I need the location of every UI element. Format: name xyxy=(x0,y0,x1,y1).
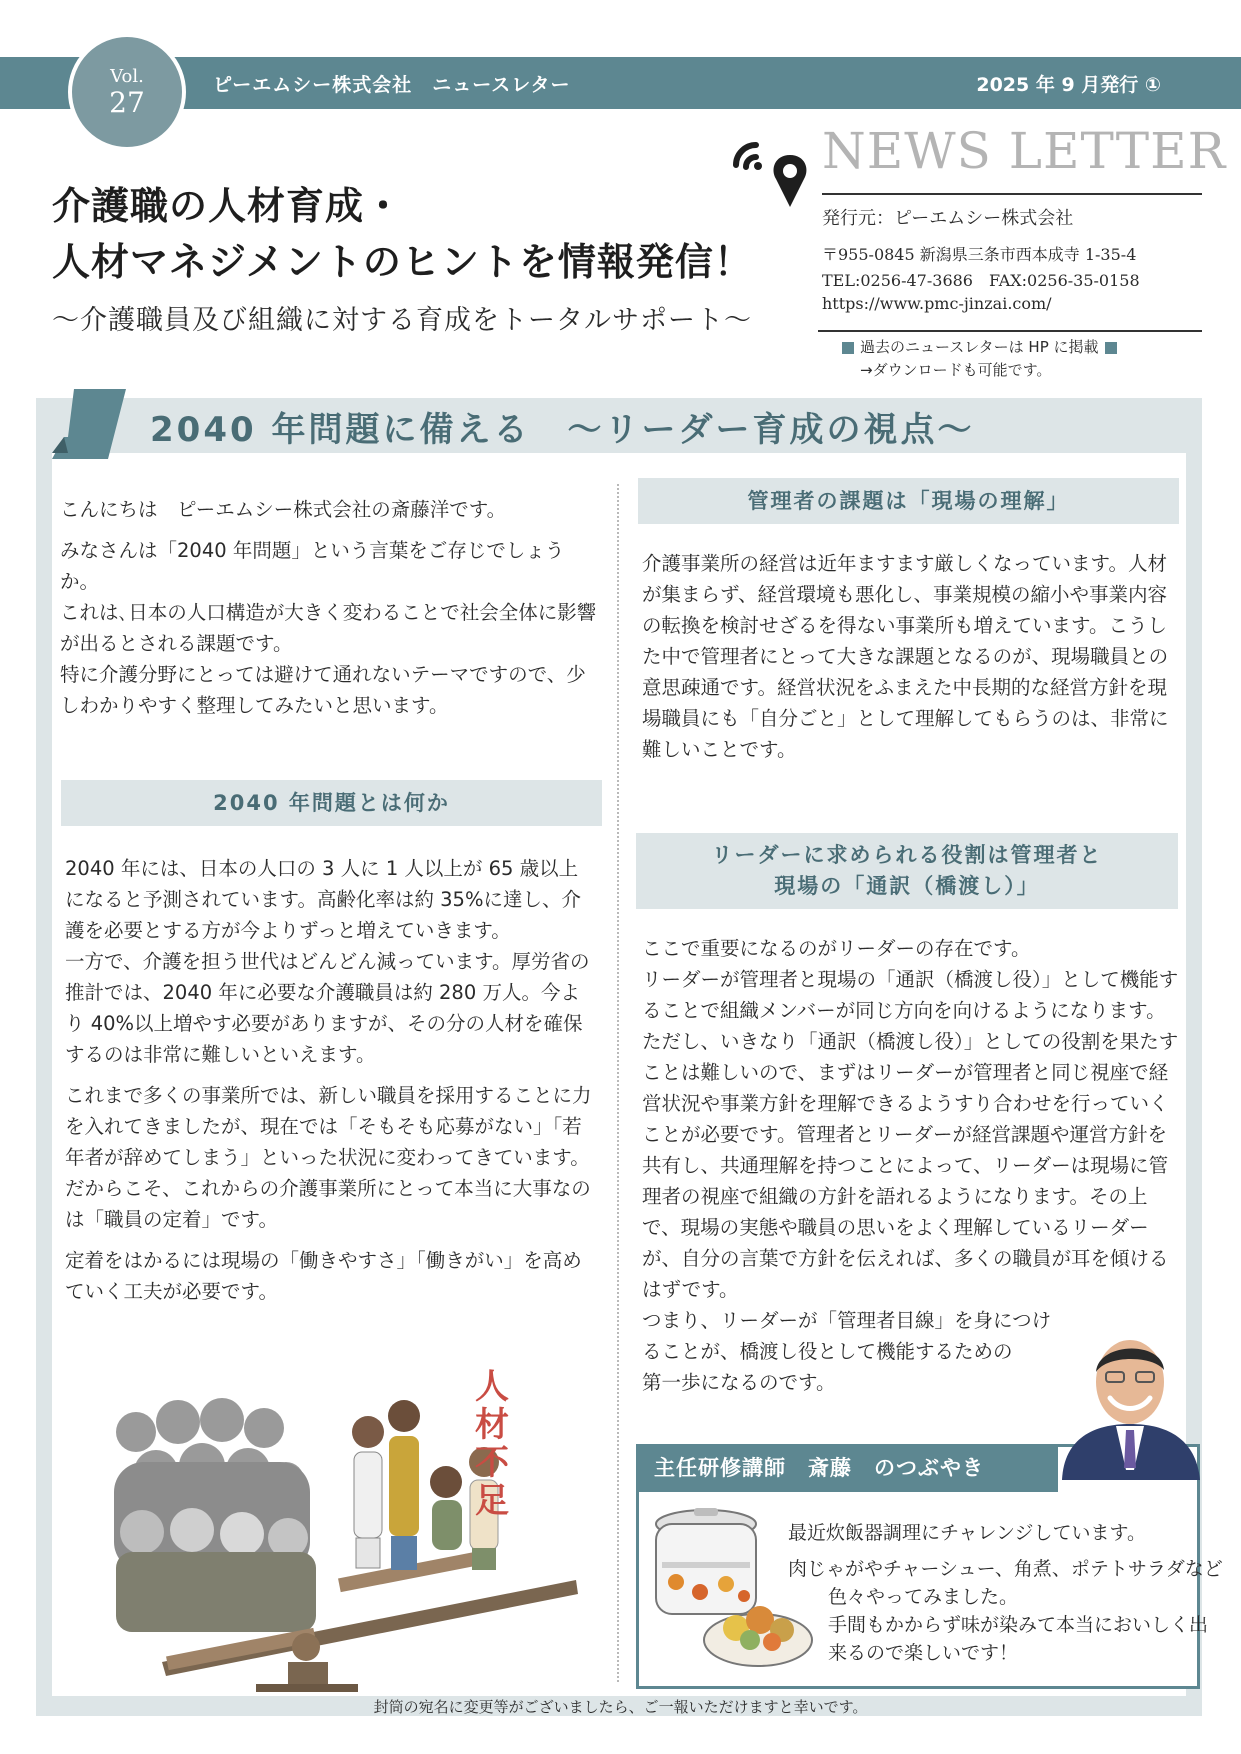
headline-line-1: 介護職の人材育成・ xyxy=(52,184,404,228)
body-paragraph: 定着をはかるには現場の「働きやすさ」「働きがい」を高めていく工夫が必要です。 xyxy=(65,1249,582,1303)
instructor-photo xyxy=(1054,1320,1206,1480)
volume-number: 27 xyxy=(109,86,145,119)
subheading-line-1: リーダーに求められる役割は管理者と xyxy=(711,843,1103,867)
footer-note: 封筒の宛名に変更等がございましたら、ご一報いただけますと幸いです。 xyxy=(373,1698,868,1716)
location-signal-icon xyxy=(728,133,814,217)
volume-label: Vol. xyxy=(110,66,144,87)
shortage-label: 人材不足 xyxy=(475,1367,509,1521)
intro-paragraph: みなさんは「2040 年問題」という言葉をご存じでしょうか。 これは､日本の人口構造が大きく変わることで社会全体に影響が出るとされる課題です。 特に介護分野にとっては避けて通れないテーマですので、少しわかりやすく整理してみたいと思います。 xyxy=(60,539,597,717)
instructor-comment-line-2: 肉じゃがやチャーシュー、角煮、ポテトサラダなど色々やってみました。 手間もかからず味が染みて本当においしく出来るので楽しいです！ xyxy=(788,1558,1223,1664)
instructor-column-title: 主任研修講師 斎藤 のつぶやき xyxy=(654,1456,984,1480)
header-title: ピーエムシー株式会社 ニュースレター xyxy=(213,74,571,96)
square-bullet-icon xyxy=(842,342,854,354)
past-issues-note xyxy=(836,336,1123,382)
flag-accent-icon xyxy=(52,389,126,459)
intro-text xyxy=(60,494,600,731)
publisher-url[interactable]: https://www.pmc-jinzai.com/ xyxy=(822,294,1052,313)
body-paragraph: 2040 年には、日本の人口の 3 人に 1 人以上が 65 歳以上になると予測されています。高齢化率は約 35%に達し、介護を必要とする方が今よりずっと増えていきます。 一方で、介護を担う世代はどんどん減っています。厚労省の推計では、2040 年に必要な介護職員は約 280 万人。今より 40%以上増やす必要がありますが、その分の人材を確保するのは非常に難しいといえます。 xyxy=(65,857,590,1066)
section-title: 2040 年問題に備える ～リーダー育成の視点～ xyxy=(150,410,975,450)
divider xyxy=(818,330,1202,332)
right-body-text-2: ここで重要になるのがリーダーの存在です。 リーダーが管理者と現場の「通訳（橋渡し役）」として機能することで組織メンバーが同じ方向を向けるようになります。ただし、いきなり「通訳（橋渡し役）」としての役割を果たすことは難しいので、まずはリーダーが管理者と同じ視座で経営状況や事業方針を理解できるようすり合わせを行っていくことが必要です。管理者とリーダーが経営課題や運営方針を共有し、共通理解を持つことによって、リーダーは現場に管理者の視座で組織の方針を語れるようになります。その上で、現場の実態や職員の思いをよく理解しているリーダーが、自分の言葉で方針を伝えれば、多くの職員が耳を傾けるはずです。 つまり、リーダーが「管理者目線」を身につけ ることが、橋渡し役として機能するための 第一歩になるのです。 xyxy=(642,937,1179,1394)
publisher-name: 発行元：ピーエムシー株式会社 xyxy=(822,208,1074,229)
publisher-address: 〒955-0845 新潟県三条市西本成寺 1-35-4 xyxy=(822,245,1137,264)
subheading-line-2: 現場の「通訳（橋渡し）」 xyxy=(774,874,1040,898)
elderly-crowd xyxy=(114,1398,316,1632)
left-body-text xyxy=(65,853,597,1317)
issue-date: 2025 年 9 月発行 ① xyxy=(976,74,1161,96)
divider xyxy=(822,193,1202,195)
newsletter-title: NEWS LETTER xyxy=(822,122,1227,180)
intro-greeting: こんにちは ピーエムシー株式会社の斎藤洋です。 xyxy=(60,498,507,521)
subheading-manager-issue: 管理者の課題は「現場の理解」 xyxy=(638,478,1179,524)
body-paragraph: これまで多くの事業所では、新しい職員を採用することに力を入れてきましたが、現在では「そもそも応募がない」「若年者が辞めてしまう」といった状況に変わってきています。だからこそ、これからの介護事業所にとって本当に大事なのは「職員の定着」です。 xyxy=(65,1084,592,1231)
subheadline: ～介護職員及び組織に対する育成をトータルサポート～ xyxy=(52,305,752,336)
volume-badge xyxy=(68,33,186,151)
subheading-what-is-2040: 2040 年問題とは何か xyxy=(61,780,602,826)
subheading-leader-role xyxy=(636,833,1178,909)
past-note-line-1: 過去のニュースレターは HP に掲載 xyxy=(860,338,1099,356)
headline-line-2: 人材マネジメントのヒントを情報発信！ xyxy=(52,240,753,284)
square-bullet-icon xyxy=(1105,342,1117,354)
column-divider xyxy=(617,484,619,1682)
right-body-text-1: 介護事業所の経営は近年ますます厳しくなっています。人材が集まらず、経営環境も悪化し、事業規模の縮小や事業内容の転換を検討せざるを得ない事業所も増えています。こうした中で管理者にとって大きな課題となるのが、現場職員との意思疎通です。経営状況をふまえた中長期的な経営方針を現場職員にも「自分ごと」として理解してもらうのは、非常に難しいことです。 xyxy=(642,552,1169,761)
publisher-tel-fax: TEL:0256-47-3686 FAX:0256-35-0158 xyxy=(822,271,1140,290)
instructor-comment-line-1: 最近炊飯器調理にチャレンジしています。 xyxy=(788,1522,1146,1544)
past-note-line-2: →ダウンロードも可能です。 xyxy=(860,361,1052,379)
labor-shortage-illustration xyxy=(106,1362,606,1692)
headline xyxy=(52,178,753,290)
